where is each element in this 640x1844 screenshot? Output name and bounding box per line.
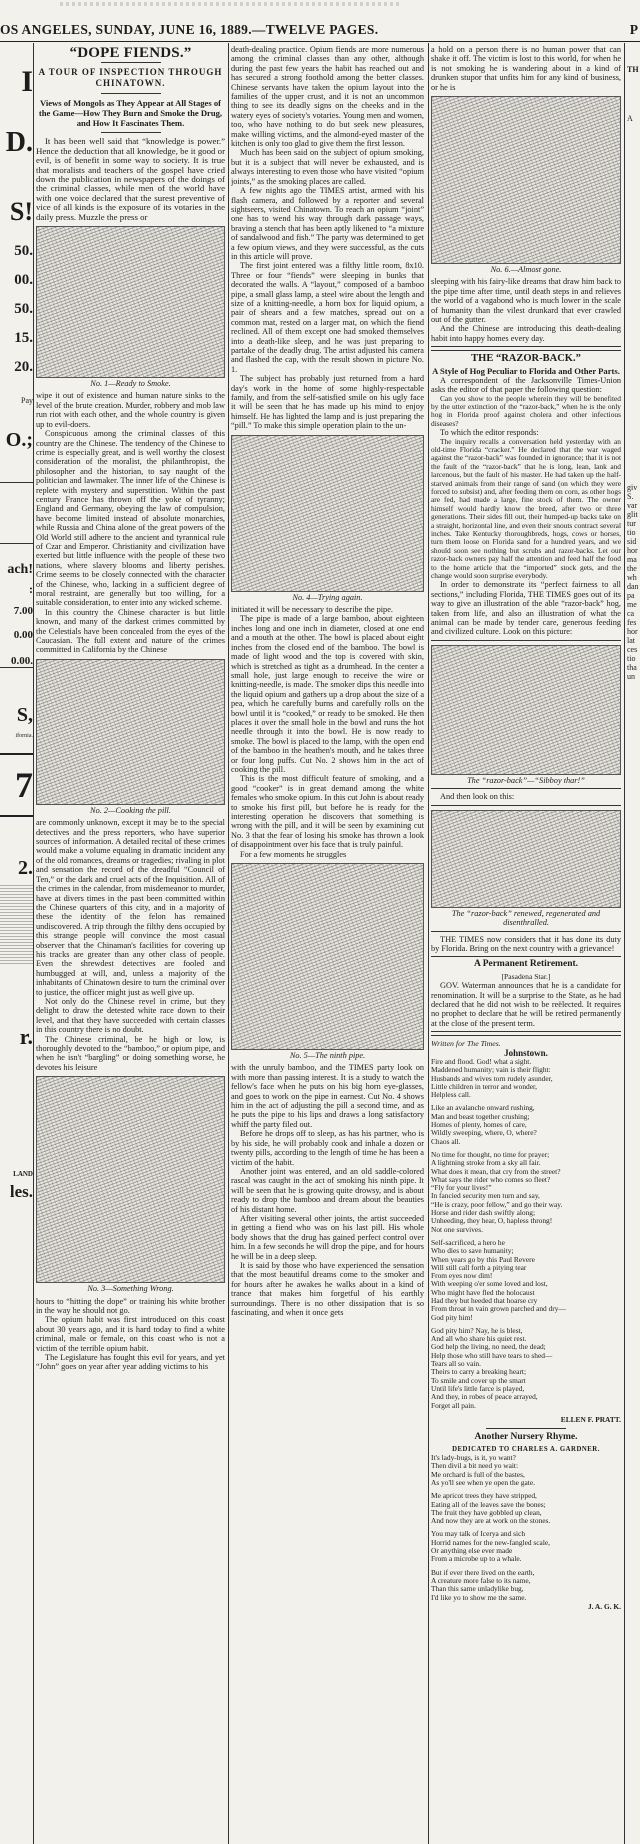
margin-fragment: sid [627, 537, 637, 546]
paragraph: GOV. Waterman announces that he is a candidate for renomination. It will be a surprise to the State, as he had declared that he did not wish to be reëlected. It requires no prophet to declare that he will be retired permanently at the close of the present term. [431, 981, 621, 1028]
margin-fragment: ach! [7, 562, 33, 577]
margin-fragment: 7 [0, 753, 33, 817]
margin-fragment: Pay [21, 396, 33, 405]
paragraph: This is the most difficult feature of smoking, and a good “cooker” is in great demand among the white females who smoke opium. In this cut John is about ready to smoke his first pill, but before he is ready for the interesting operation he discovers that something is wrong with the pill, and it will be seen by examining cut No. 3 that the fear of losing his smoke has thrown a look of disappointment over his face that is truly painful. [231, 774, 424, 850]
paragraph: a hold on a person there is no human power that can shake it off. The victim is lost to this world, for when he is not smoking he is wandering about in a kind of drunken stupor that unfits him for any kind of business, or he is [431, 45, 621, 92]
column-3 [431, 45, 621, 1844]
divider [101, 93, 161, 94]
rhyme-title: Another Nursery Rhyme. [474, 1432, 578, 1443]
margin-fragment: : [29, 582, 33, 596]
divider [431, 788, 621, 789]
paragraph: A correspondent of the Jacksonville Times-Union asks the editor of that paper the following question: [431, 375, 621, 395]
poem-title: Johnstown. [504, 1047, 548, 1058]
masthead-ornament [60, 2, 400, 6]
margin-fragment: lat [627, 636, 635, 645]
dateline: OS ANGELES, SUNDAY, JUNE 16, 1889.—TWELVE PAGES. [0, 22, 379, 37]
margin-fragment: O.; [5, 429, 33, 451]
poem-stanza: Fire and flood. God! what a sight. Maddened humanity; vain is their flight: Husbands and wives torn rudely asunder, Little children in terror and wonder, Helpless call. [431, 1056, 553, 1100]
margin-fragment: 15. [14, 330, 33, 346]
paragraph: with the unruly bamboo, and the TIMES party look on with more than passing interest. It is a study to watch the fellow's face when he puts on his big horn eye-glasses, and goes to work on the pipe in earnest. Cut No. 4 shows him in the act of adjusting the pill a second time, and as he puts the pipe to his lips and draws a long satisfactory whiff the party filed out. [231, 1063, 424, 1129]
margin-fragment: 7.00 [13, 605, 33, 617]
margin-fragment: dan [627, 582, 639, 591]
paragraph: The opium habit was first introduced on this coast about 30 years ago, and it is hard today to find a white criminal, male or female, on this coast who is not a victim of the terrible opium habit. [36, 1315, 225, 1353]
poem-stanza: Self-sacrificed, a hero he Who dies to save humanity; When years go by this Paul Revere Will still call forth a pitying tear From eyes now dim! With weeping o'er some loved and lost, Who might have fled the holocaust Had they but heeded that hoarse cry From throat in vain grown parched and dry— God pity him! [431, 1237, 566, 1322]
figure-caption: The “razor-back” renewed, regenerated and disenthralled. [451, 908, 601, 928]
divider [101, 62, 161, 63]
figure-caption: No. 1—Ready to Smoke. [90, 379, 171, 389]
quoted-question: Can you show to the people wherein they will be benefited by the utter extinction of the “razor-back,” when he is the only hog in Florida proof against cholera and other infectious diseases? [431, 393, 621, 428]
margin-fragment: I [21, 65, 33, 98]
paragraph: Another joint was entered, and an old saddle-colored rascal was caught in the act of smoking his ninth pipe. It will be seen that he is growing quite drowsy, and is about ready to drop the bamboo and dream about the beauties of his distant home. [231, 1166, 424, 1214]
paragraph: Before he drops off to sleep, as has his partner, who is by his side, he will probably cook and inhale a dozen or twenty pills, according to the length of time he has been a victim of the habit. [231, 1129, 424, 1167]
margin-fragment: 00. [14, 272, 33, 288]
paragraph: The subject has probably just returned from a hard day's work in the home of some highly-respectable family, and from the self-satisfied smile on his ugly face it will be seen that he has made up his mind to enjoy himself. He has lighted the lamp and is just preparing the “pill.” To make this simple operation plain to the un- [231, 374, 424, 431]
margin-fragment: ca [627, 609, 635, 618]
divider [431, 346, 621, 351]
paragraph: It is said by those who have experienced the sensation that the most beautiful dreams come to the smoker and for hours after he awakes he walks about in a kind of trance that makes him forgetful of his earthly surroundings. There is no other dissipation that is so fascinating, and when it once gets [231, 1260, 424, 1317]
margin-fragment: me [627, 600, 637, 609]
paragraph: THE TIMES now considers that it has done its duty by Florida. Bring on the next country with a grievance! [431, 934, 621, 953]
paragraph: A few nights ago the TIMES artist, armed with his flash camera, and followed by a reporter and several sightseers, visited Chinatown. To reach an opium “joint” one has to wend his way through dark passage ways, braving a stench that has been aptly likened to “a mixture of sandalwood and fish.” The party was determined to get a few opium views, and they were successful, as the cuts in this article will prove. [231, 186, 424, 261]
right-margin-fragments [627, 45, 640, 1844]
figure-caption: No. 4—Trying again. [292, 592, 363, 602]
margin-fragment: S! [9, 197, 33, 226]
margin-fragment: 0.00. [0, 655, 33, 668]
divider [101, 132, 161, 133]
paragraph: sleeping with his fairy-like dreams that draw him back to the pipe time after time, until death steps in and relieves the world of a vagabond who is much lower in the scale of humanity than the vilest drunkard that ever crawled out of the gutter. [431, 277, 621, 325]
paragraph: death-dealing practice. Opium fiends are more numerous among the criminal classes than any other, although during the past few years the habit has reached out and has secured a strong foothold among the better classes. Chinese servants have taken the opium layout into the families of the upper crust, and it is not an uncommon thing to see its deadly signs on the cheeks and in the watery eyes of society's votaries. Young men and women, too, who have nothing to do but seek new pleasures, make willing victims, and the almond-eyed master of the kitchen is only too glad to give them the first lesson. [231, 45, 424, 149]
illustration-cooking-the-pill [36, 659, 225, 805]
paragraph: wipe it out of existence and human nature sinks to the level of the brute creation. Murder, robbery and mob law run riot with each other, and the whole country is given up to evil-doers. [36, 391, 225, 429]
figure-caption: No. 5—The ninth pipe. [289, 1051, 366, 1061]
margin-fragment: hor [627, 546, 638, 555]
rhyme-stanza: It's lady-bugs, is it, yo want? Then divil a bit need yo wait: Me orchard is full of the bastes, As yo'll see when ye open the gate. [431, 1453, 535, 1487]
poem-signature: ELLEN F. PRATT. [560, 1414, 621, 1424]
margin-fragment: ces [627, 645, 638, 654]
article-kicker: A TOUR OF INSPECTION THROUGH CHINATOWN. [38, 67, 223, 89]
margin-fragment: A [627, 114, 633, 123]
margin-fragment: D. [5, 127, 33, 158]
margin-fragment: S, [16, 704, 33, 726]
illustration-something-wrong [36, 1076, 225, 1283]
razorback-headline: THE “RAZOR-BACK.” [471, 353, 581, 365]
divider [486, 1428, 566, 1429]
paragraph: Conspicuous among the criminal classes of this country are the Chinese. The tendency of the Chinese to crime is especially great, and is well worthy the closest consideration of the moralist, the philanthropist, the philosopher and the historian, to say naught of the politician and lawmaker. The inner life of the Chinese is replete with mystery and superstition. Within the past century France has thrown off the yoke of tyranny; England and Germany, obeying the law of compulsion, have become limited instead of absolute monarchies, while Russia and China alone of the great powers of the Old World still adhere to the ancient and tyrannical rule of Czar and Emperor. Christianity and civilization have exerted but little influence with the people of these two nations, where slavery blooms and liberty perishes. Crime seems to be closely connected with the character of the Chinese, who, lacking in a sufficient degree of moral restraint, are generally but too willing, for a suitable consideration, to enter into any wicked scheme. [36, 429, 225, 608]
figure-caption: The “razor-back”—“Sibboy thar!” [467, 775, 585, 785]
paragraph: The Legislature has fought this evil for years, and yet “John” goes on year after year adding victims to his [36, 1353, 225, 1372]
margin-fragment: S. [627, 492, 634, 501]
illustration-trying-again [231, 435, 424, 592]
paragraph: initiated it will be necessary to describe the pipe. [231, 605, 393, 615]
razorback-deck: A Style of Hog Peculiar to Florida and Other Parts. [432, 365, 620, 376]
paragraph: Much has been said on the subject of opium smoking, but it is a subject that will never be exhausted, and is always interesting to even those who have visited “opium joints,” as the smoking places are called. [231, 148, 424, 186]
margin-fragment: 50. [14, 301, 33, 317]
paragraph: For a few moments he struggles [240, 849, 347, 859]
illustration-ready-to-smoke [36, 226, 225, 378]
column-rule [33, 43, 34, 1844]
poem-stanza: Like an avalanche onward rushing, Man and beast together crushing; Homes of plenty, homes of care, Wildly sweeping, where, O, where? Chaos all. [431, 1103, 537, 1146]
paragraph: The first joint entered was a filthy little room, 8x10. Three or four “fiends” were sleeping in bunks that decorated the walls. A “layout,” composed of a bamboo pipe, a small glass lamp, a steel wire about the length and size of a knitting-needle, a horn box for liquid opium, a pair of shears and a few matches, spread out on a common mat, rested on a larger mat, on which the fiend reclined. All of them except one had smoked themselves into a death-like sleep, and he was just preparing to partake of the deadly drug. The artist adjusted his camera and flashed the cap, with the result shown in picture No. 1. [231, 261, 424, 374]
divider [431, 805, 621, 806]
divider [431, 931, 621, 932]
paragraph: hours to “hitting the dope” or training his white brother in the way he should not go. [36, 1296, 225, 1316]
paragraph: After visiting several other joints, the artist succeeded in getting a fiend who was on his last pill. His whole body shows that the drug has gained perfect control over him. In a few seconds he will drop the pipe, and for hours he will be in a deep sleep. [231, 1213, 424, 1261]
illustration-razorback-hog [431, 645, 621, 775]
margin-fragment: 2. [18, 857, 33, 879]
margin-fragment: tio [627, 654, 636, 663]
masthead [0, 0, 640, 42]
retirement-headline: A Permanent Retirement. [473, 959, 579, 970]
paragraph: The Chinese criminal, be he high or low, is thoroughly devoted to the “bamboo,” or opium pipe, and when he isn't “bargling” or doing something worse, he devotes his leisure [36, 1034, 225, 1072]
rhyme-stanza: Me apricot trees they have stripped, Eating all of the leaves save the bones; The fruit they have gobbled up clean, And now they are at work on the stones. [431, 1491, 551, 1526]
illustration-ninth-pipe [231, 863, 424, 1050]
column-2 [231, 45, 424, 1844]
margin-fragment: r. [19, 1024, 33, 1049]
figure-caption: No. 2—Cooking the pill. [90, 805, 171, 815]
margin-fragment: ma [627, 555, 637, 564]
divider [431, 1031, 621, 1036]
margin-fragment: tha [627, 663, 637, 672]
ad-small-print [0, 884, 33, 964]
margin-fragment: var [627, 501, 638, 510]
paragraph: To which the editor responds: [440, 428, 539, 438]
left-margin-fragments [0, 45, 33, 1844]
rhyme-signature: J. A. G. K. [587, 1601, 621, 1611]
retirement-source: [Pasadena Star.] [501, 971, 551, 981]
paragraph: Not only do the Chinese revel in crime, but they delight to draw the detested white race down to their level, and that they have succeeded with certain classes in this country there is no doubt. [36, 996, 225, 1035]
paragraph: And then look on this: [440, 792, 515, 802]
margin-fragment: fes [627, 618, 637, 627]
margin-fragment: tur [627, 519, 636, 528]
margin-fragment: les. [9, 1182, 33, 1201]
poem-stanza: God pity him? Nay, he is blest, And all who share his quiet rest. God help the living, no need, the dead; Help those who still have tears to shed— Tears all so vain. Theirs to carry a breaking heart; To smile and cover up the smart Until life's little farce is played, And they, in robes of peace arrayed, Forget all pain. [431, 1325, 553, 1410]
margin-fragment: hor [627, 627, 638, 636]
margin-fragment: the [627, 564, 637, 573]
paragraph: are commonly unknown, except it may be to the special detectives and the press reporters, who have superior sources of information. A detailed recital of these crimes would make a volume equaling in dramatic incident any of the old romances, dreams or tragedies; rivaling in plot and sensation the record of the dreadful “Council of Ten,” or the dark and cruel acts of the Inquisition. All of the crimes in the calendar, from misdemeanor to murder, have at divers times in the past been committed within the Chinese quarters of this city, and in a majority of these the identity of the felon has remained undiscovered. A trip through the filthy dens occupied by this strange people will convince the most casual observer that the Chinaman's facilities for covering up his tracks are greater than any other class of people. Even the shrewdest detectives are fooled and humbugged at will, and, unless a majority of the inhabitants of Chinatown desire to turn the criminal over to justice, the officer might just as well give up. [36, 818, 225, 997]
ad-ornament [0, 482, 33, 544]
divider [431, 956, 621, 957]
rhyme-stanza: But if ever there lived on the earth, A creature more false to its name, Than this same unladylike bug, I'd like yo to show me the same. [431, 1567, 535, 1602]
paragraph: In this country the Chinese character is but little known, and many of the darkest crimes committed by the Celestials have been concealed from the eyes of the Caucasian. The full extent and nature of the crimes committed in California by the Chinese [36, 607, 225, 655]
margin-fragment: LAND [13, 1170, 33, 1178]
masthead-edge-fragment: P [629, 22, 638, 37]
poem-stanza: No time for thought, no time for prayer; A lightning stroke from a sky all fair. What does it mean, that cry from the street? What says the rider who comes so fleet? “Fly for your lives!” In fancied security men turn and say, “He is crazy, poor fellow,” and go their way. Horse and rider dash swiftly along; Unheeding, they hear, O, hapless throng! Not one survives. [431, 1149, 563, 1234]
illustration-fat-hog [431, 810, 621, 908]
paragraph: It has been well said that “knowledge is power.” Hence the deduction that all knowledge, be it good or evil, is of benefit in some way to society. It is true that moralists and teachers of the gospel have cried down the publication in newspapers of the doings of the criminal classes, while men of the world have with one voice declared that the surest preventive of vice of all kinds is the exposure of its votaries in the daily press. Muzzle the press or [36, 136, 225, 222]
rhyme-dedication: DEDICATED TO CHARLES A. GARDNER. [452, 1445, 600, 1453]
margin-fragment: giv [627, 483, 638, 492]
paragraph: The pipe is made of a large bamboo, about eighteen inches long and one inch in diameter, closed at one end and a mouth at the other. The bowl is placed about eight inches from the closed end of the bamboo. The bowl is made of light wood and the top is covered with skin, which is stretched as tight as a drumhead. In the center a small hole, just large enough to receive the wire or knitting-needle, is made. The smoker dips this needle into the liquid opium and gathers up a drop about the size of a pea, which he carefully burns and carefully rolls on the bowl until it is “cooked,” or ready to be smoked. He then places it over the small hole in the bowl and runs the hot needle through it into the bowl. He is now ready to smoke. The bowl is placed to the lamp, with the open end of the bamboo in the heathen's mouth, and he takes three or four long puffs. Cut No. 2 shows him in the act of cooking the pill. [231, 614, 424, 774]
margin-fragment: wh [627, 573, 637, 582]
article-deck: Views of Mongols as They Appear at All Stages of the Game—How They Burn and Smoke the Drug, and How It Fascinates Them. [38, 98, 223, 129]
margin-fragment: ifornia. [15, 733, 33, 739]
margin-fragment: 20. [14, 359, 33, 375]
illustration-almost-gone [431, 96, 621, 264]
article-headline: “DOPE FIENDS.” [69, 45, 192, 61]
column-1 [36, 45, 225, 1844]
divider [431, 640, 621, 641]
margin-fragment: pa [627, 591, 635, 600]
column-rule [624, 43, 625, 1844]
editor-response: The inquiry recalls a conversation held yesterday with an old-time Florida “cracker.” He declared that the war waged against the “razor-back” was founded in ignorance; that it is not the fault of the “razor-back” that he is long, lean, lank and larcenous, but the fault of his master. He had taken up the half-starved animals from their range of sand (on which they were forced to subsist) and, after feeding them on corn, as other hogs are fed, had made a large, fine stock of them. The owner himself would hardly know the breed, after two or three generations. Their sides fill out, their humped-up backs take on a straight, horizontal line, and even their snouts contract several inches. Take Kentucky thoroughbreds, hogs, cows or horses, turn them loose on Florida sand for a hundred years, and we should soon see nothing but scrubs and razor-backs. Let our razor-back owners pay half the attention and feed half the food to the home article that the “imported” stock gets, and the change would soon surprise everybody. [431, 436, 621, 581]
column-rule [428, 43, 429, 1844]
figure-caption: No. 6.—Almost gone. [490, 265, 562, 275]
margin-fragment: un [627, 672, 635, 681]
margin-fragment: tio [627, 528, 636, 537]
margin-fragment: 50. [14, 243, 33, 259]
column-rule [228, 43, 229, 1844]
rhyme-stanza: You may talk of Icerya and sich Horrid names for the new-fangled scale, Or anything else ever made From a microbe up to a whale. [431, 1529, 551, 1564]
poem-credit: Written for The Times. [431, 1039, 501, 1049]
figure-caption: No. 3—Something Wrong. [87, 1284, 174, 1294]
margin-fragment: TH [627, 65, 639, 74]
paragraph: In order to demonstrate its “perfect fairness to all sections,” including Florida, THE TIMES goes out of its way to give an illustration of the able “razor-back” hog, taken from life, and also an illustration of what the animal can be made by tender care, generous feeding and civilized culture. Look on this picture: [431, 580, 621, 637]
margin-fragment: 0.00 [13, 629, 33, 641]
margin-fragment: glit [627, 510, 638, 519]
paragraph: And the Chinese are introducing this death-dealing habit into happy homes every day. [431, 324, 621, 343]
